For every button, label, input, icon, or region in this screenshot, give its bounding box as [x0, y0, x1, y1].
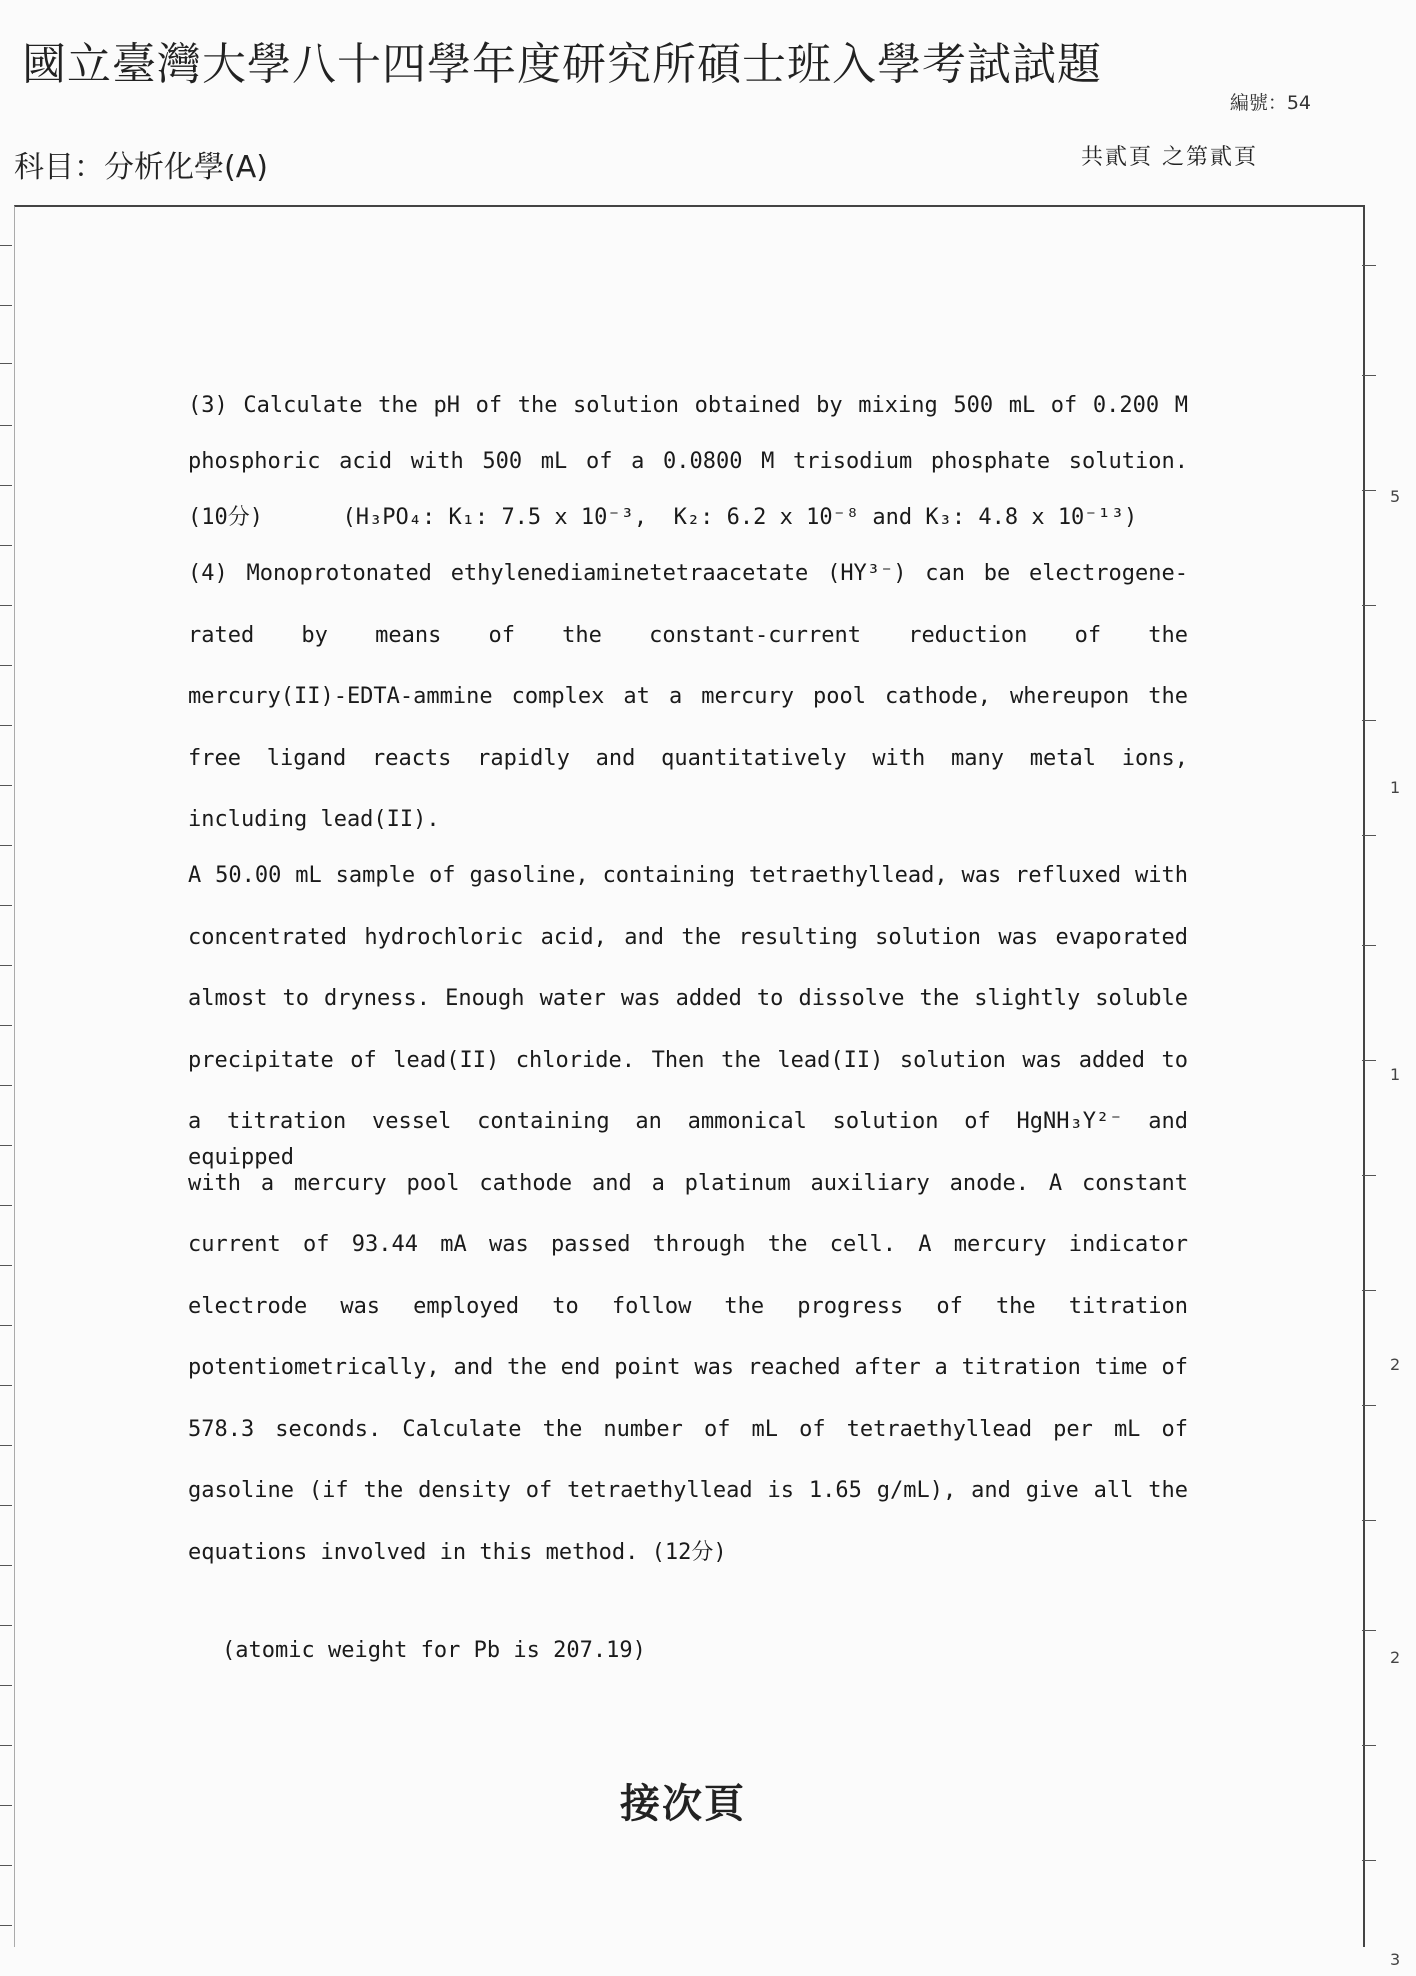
k3-label: K₃:: [925, 505, 966, 530]
question-4-line: equations involved in this method. (12分): [188, 1539, 727, 1565]
question-4-line: gasoline (if the density of tetraethyllead is 1.65 g/mL), and give all the: [188, 1478, 1188, 1503]
constants-label: (H₃PO₄:: [342, 505, 436, 530]
exam-title: 國立臺灣大學八十四學年度研究所碩士班入學考試試題: [22, 39, 1102, 90]
question-4-line: electrode was employed to follow the progress of the titration: [188, 1293, 1188, 1319]
k2-value: 6.2 x 10⁻⁸: [726, 505, 860, 530]
continue-next-page: 接次頁: [620, 1780, 746, 1827]
question-3-constants: [188, 500, 1188, 556]
question-4-line: with a mercury pool cathode and a platinum auxiliary anode. A constant: [188, 1170, 1188, 1196]
question-3-line: (3) Calculate the pH of the solution obtained by mixing 500 mL of 0.200 M: [188, 393, 1188, 418]
question-body: [188, 388, 1188, 1596]
exam-code: 編號：54: [1229, 92, 1311, 114]
question-4-line: concentrated hydrochloric acid, and the resulting solution was evaporated: [188, 924, 1188, 950]
k1-label: K₁:: [448, 505, 489, 530]
question-4-line: potentiometrically, and the end point was reached after a titration time of: [188, 1355, 1188, 1380]
margin-number: 5: [1390, 487, 1401, 506]
k2-label: K₂:: [673, 505, 714, 530]
page-info: 共貳頁 之第貳頁: [1081, 145, 1258, 170]
question-4-line: rated by means of the constant-current reduction of the: [188, 622, 1188, 648]
margin-number: 3: [1390, 1950, 1401, 1969]
question-4-line: 578.3 seconds. Calculate the number of mL of tetraethyllead per mL of: [188, 1416, 1188, 1442]
margin-number: 2: [1390, 1355, 1401, 1374]
k3-value: 4.8 x 10⁻¹³): [978, 505, 1138, 530]
margin-number: 2: [1390, 1648, 1401, 1667]
question-4-line: A 50.00 mL sample of gasoline, containing tetraethyllead, was refluxed with: [188, 863, 1188, 888]
k1-value: 7.5 x 10⁻³,: [501, 505, 648, 530]
question-4-line: free ligand reacts rapidly and quantitatively with many metal ions,: [188, 745, 1188, 771]
question-4-line: including lead(II).: [188, 807, 440, 832]
question-4-line: mercury(II)-EDTA-ammine complex at a mercury pool cathode, whereupon the: [188, 684, 1188, 709]
question-4-line: a titration vessel containing an ammonical solution of HgNH₃Y²⁻ and equipped: [188, 1109, 1188, 1170]
left-ruler: [0, 205, 14, 1945]
right-ruler: [1362, 205, 1416, 1976]
question-3-points: (10分): [188, 505, 263, 530]
margin-number: 1: [1390, 1065, 1401, 1084]
margin-number: 1: [1390, 778, 1401, 797]
question-4-line: (4) Monoprotonated ethylenediaminetetraacetate (HY³⁻) can be electrogene-: [188, 561, 1188, 586]
question-4-line: current of 93.44 mA was passed through the cell. A mercury indicator: [188, 1232, 1188, 1257]
question-3-line: phosphoric acid with 500 mL of a 0.0800 M trisodium phosphate solution.: [188, 449, 1188, 474]
question-4-line: almost to dryness. Enough water was added to dissolve the slightly soluble: [188, 986, 1188, 1011]
and-word: and: [872, 505, 913, 530]
question-4-line: precipitate of lead(II) chloride. Then the lead(II) solution was added to: [188, 1047, 1188, 1073]
atomic-weight-note: (atomic weight for Pb is 207.19): [222, 1638, 646, 1663]
subject-label: 科目：分析化學(A): [14, 150, 268, 185]
